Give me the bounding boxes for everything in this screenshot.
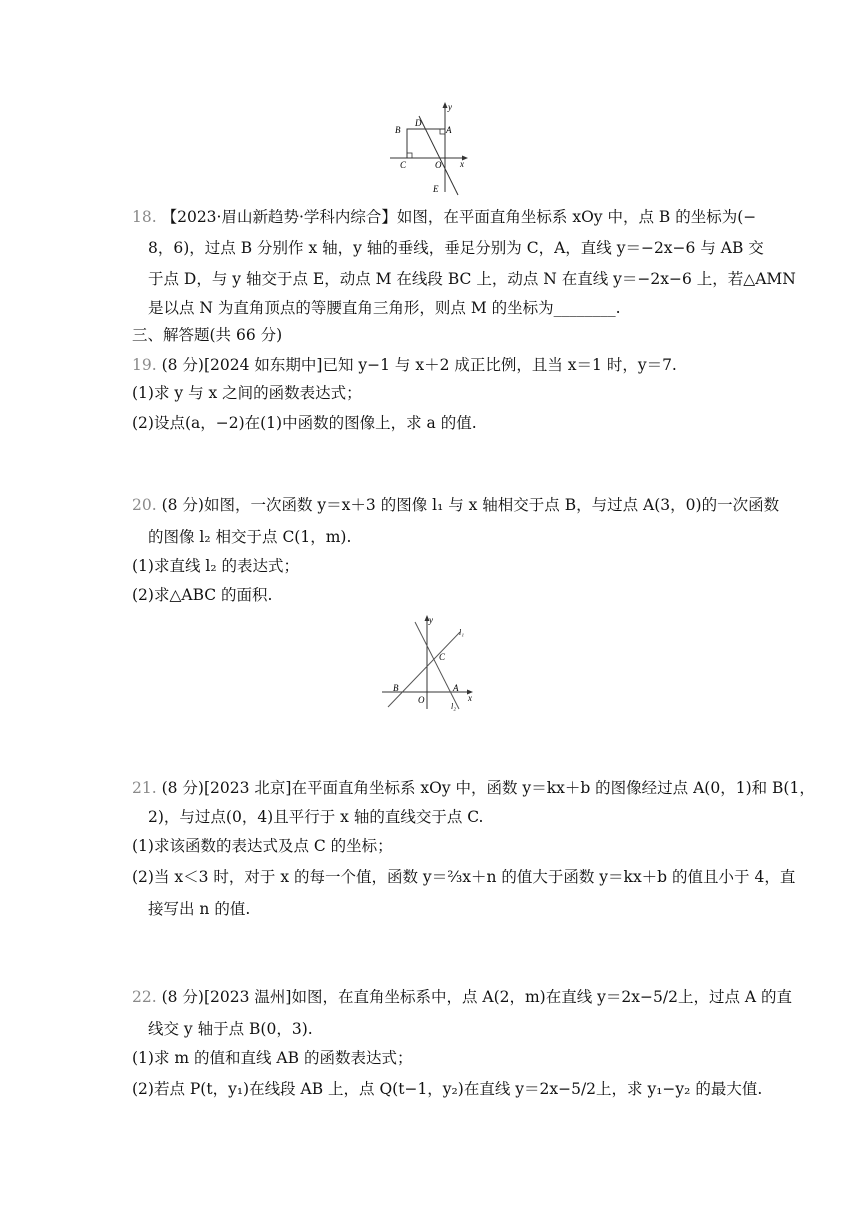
figure-q20-diagram <box>380 612 480 712</box>
q20-line-4: (2)求△ABC 的面积. <box>132 586 273 604</box>
q19-line-1 <box>132 355 677 375</box>
q19-line-3: (2)设点(a，−2)在(1)中函数的图像上，求 a 的值. <box>132 414 477 432</box>
q20-text-1: (8 分)如图，一次函数 y＝x＋3 的图像 l₁ 与 x 轴相交于点 B，与过点 A(3，0)的一次函数 <box>161 496 780 514</box>
fig20-label-C: C <box>439 652 446 662</box>
q18-line-4: 是以点 N 为直角顶点的等腰直角三角形，则点 M 的坐标为________. <box>148 299 621 317</box>
figure-q18 <box>390 100 480 200</box>
q19-text-1: (8 分)[2024 如东期中]已知 y−1 与 x＋2 成正比例，且当 x＝1 时，y＝7. <box>161 356 677 374</box>
q19-line-2: (1)求 y 与 x 之间的函数表达式； <box>132 384 362 402</box>
fig18-label-C: C <box>400 160 407 170</box>
q18-line-2: 8，6)，过点 B 分别作 x 轴，y 轴的垂线，垂足分别为 C，A，直线 y＝−2x−6 与 AB 交 <box>148 239 764 257</box>
fig20-label-O: O <box>418 695 425 705</box>
fig18-label-E: E <box>433 184 439 194</box>
q21-line-5: 接写出 n 的值. <box>148 900 251 918</box>
fig20-label-l1: l₁ <box>459 628 465 637</box>
q20-line-3: (1)求直线 l₂ 的表达式； <box>132 557 299 575</box>
q21-line-4: (2)当 x＜3 时，对于 x 的每一个值，函数 y＝⅔x＋n 的值大于函数 y＝kx＋b 的值且小于 4，直 <box>132 868 796 886</box>
fig18-label-O: O <box>435 160 442 170</box>
fig20-label-y: y <box>429 615 433 625</box>
q22-number: 22. <box>132 988 157 1006</box>
figure-q20 <box>380 612 480 712</box>
fig18-label-x: x <box>460 159 464 169</box>
fig20-label-l2: l₂ <box>451 702 457 711</box>
q21-line-1 <box>132 778 815 798</box>
fig18-label-y: y <box>448 102 452 112</box>
fig20-label-B: B <box>393 683 399 693</box>
q20-line-2: 的图像 l₂ 相交于点 C(1，m). <box>148 528 352 546</box>
q22-line-3: (1)求 m 的值和直线 AB 的函数表达式； <box>132 1049 413 1067</box>
fig18-label-D: D <box>415 118 422 128</box>
figure-q18-diagram <box>390 100 480 200</box>
q19-number: 19. <box>132 356 157 374</box>
q21-line-2: 2)，与过点(0，4)且平行于 x 轴的直线交于点 C. <box>148 808 484 826</box>
q21-text-1: (8 分)[2023 北京]在平面直角坐标系 xOy 中，函数 y＝kx＋b 的图像经过点 A(0，1)和 B(1， <box>161 779 815 797</box>
q22-line-2: 线交 y 轴于点 B(0，3). <box>148 1020 313 1038</box>
fig18-label-B: B <box>395 125 401 135</box>
fig20-label-A: A <box>453 683 459 693</box>
q21-line-3: (1)求该函数的表达式及点 C 的坐标； <box>132 837 393 855</box>
q18-number: 18. <box>132 208 157 226</box>
q18-line-1 <box>132 207 756 227</box>
q20-number: 20. <box>132 496 157 514</box>
q20-line-1 <box>132 495 779 515</box>
q18-line-3: 于点 D，与 y 轴交于点 E，动点 M 在线段 BC 上，动点 N 在直线 y＝−2x−6 上，若△AMN <box>148 270 796 288</box>
q22-line-1 <box>132 987 792 1007</box>
q18-text-1: 【2023·眉山新趋势·学科内综合】如图，在平面直角坐标系 xOy 中，点 B 的坐标为(− <box>161 208 757 226</box>
q22-text-1: (8 分)[2023 温州]如图，在直角坐标系中，点 A(2，m)在直线 y＝2x−5/2上，过点 A 的直 <box>161 988 792 1006</box>
section-3-heading: 三、解答题(共 66 分) <box>132 326 283 344</box>
fig18-label-A: A <box>446 125 452 135</box>
q21-number: 21. <box>132 779 157 797</box>
fig20-label-x: x <box>468 693 472 703</box>
q22-line-4: (2)若点 P(t，y₁)在线段 AB 上，点 Q(t−1，y₂)在直线 y＝2x−5/2上，求 y₁−y₂ 的最大值. <box>132 1080 763 1098</box>
